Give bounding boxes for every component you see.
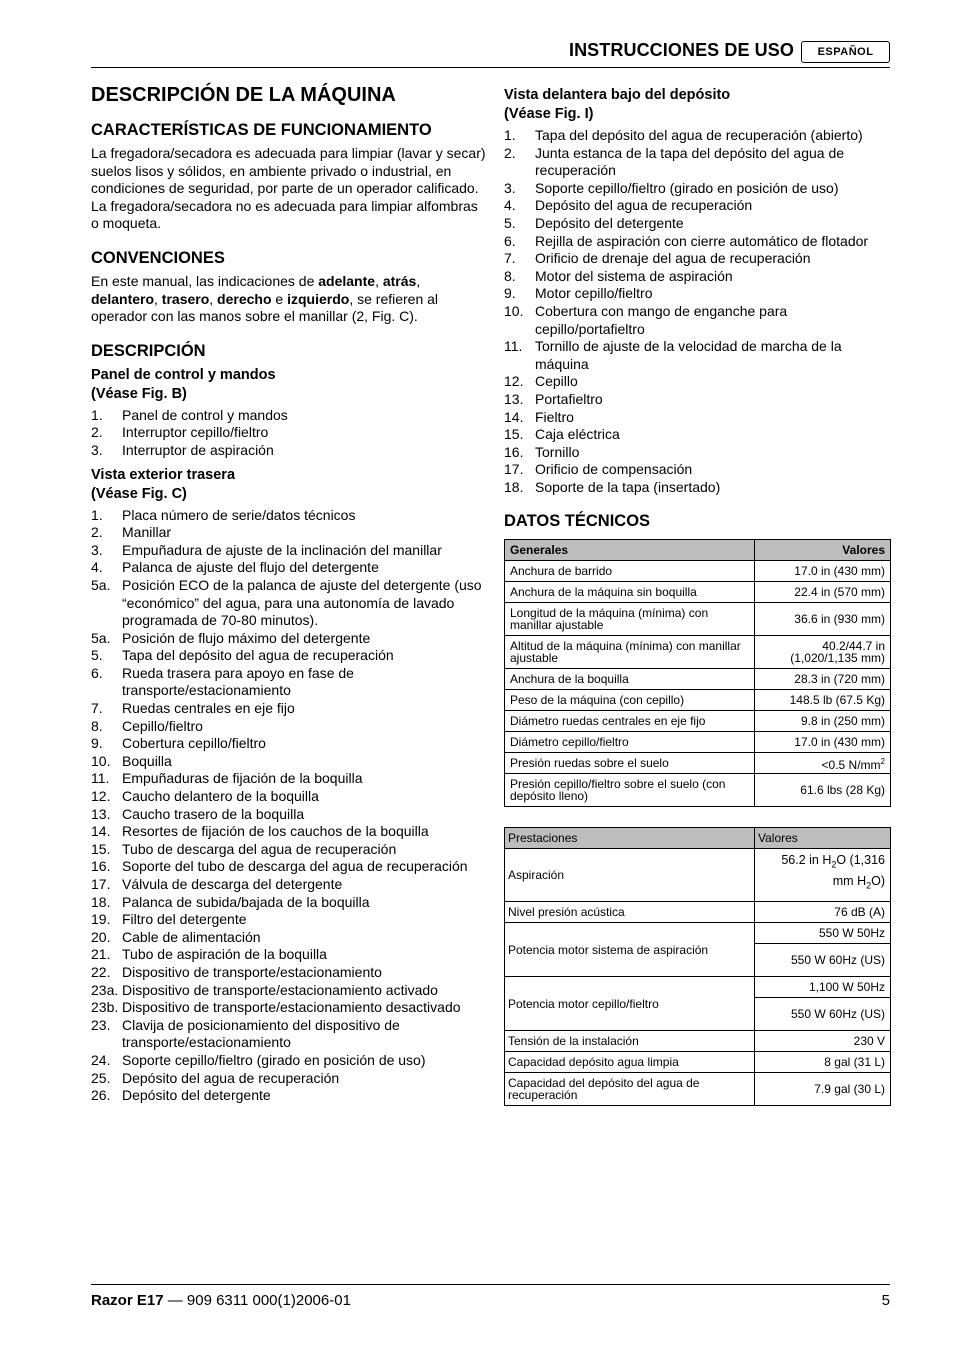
row-value: 7.9 gal (30 L) bbox=[755, 1073, 891, 1106]
table-row bbox=[505, 636, 891, 669]
generales-header: Generales bbox=[505, 540, 755, 561]
list-item bbox=[504, 409, 891, 427]
row-label: Anchura de la máquina sin boquilla bbox=[505, 582, 755, 603]
row-label: Diámetro cepillo/fieltro bbox=[505, 732, 755, 753]
list-item bbox=[91, 407, 486, 425]
row-label: Peso de la máquina (con cepillo) bbox=[505, 690, 755, 711]
row-label: Capacidad depósito agua limpia bbox=[505, 1052, 755, 1073]
item-number: 10. bbox=[504, 302, 524, 319]
list-item bbox=[91, 806, 486, 824]
table-row bbox=[505, 902, 891, 923]
datos-heading: DATOS TÉCNICOS bbox=[504, 512, 651, 531]
row-value: 61.6 lbs (28 Kg) bbox=[755, 774, 891, 807]
row-value: 36.6 in (930 mm) bbox=[755, 603, 891, 636]
list-item bbox=[91, 630, 486, 648]
item-number: 15. bbox=[504, 426, 524, 443]
section-descripcion bbox=[91, 342, 486, 1105]
item-number: 16. bbox=[91, 858, 111, 875]
item-text: Boquilla bbox=[122, 752, 172, 769]
item-text: Caja eléctrica bbox=[535, 426, 620, 443]
list-item bbox=[91, 1070, 486, 1088]
row-label: Aspiración bbox=[505, 849, 755, 902]
vista-trasera-block bbox=[91, 466, 486, 1105]
left-column bbox=[91, 84, 486, 1105]
list-item bbox=[504, 444, 891, 462]
row-label: Potencia motor cepillo/fieltro bbox=[505, 977, 755, 1031]
footer-doc-number: — 909 6311 000(1)2006-01 bbox=[163, 1292, 351, 1309]
caracteristicas-heading: CARACTERÍSTICAS DE FUNCIONAMIENTO bbox=[91, 121, 432, 139]
list-item bbox=[504, 426, 891, 444]
item-text: Depósito del detergente bbox=[535, 214, 684, 231]
row-value: 56.2 in $H_2O$ (1,316 mm $H_2O$) bbox=[755, 849, 891, 902]
item-number: 6. bbox=[91, 664, 103, 681]
table-row bbox=[505, 849, 891, 902]
item-number: 10. bbox=[91, 752, 111, 769]
item-number: 15. bbox=[91, 840, 111, 857]
item-number: 20. bbox=[91, 928, 111, 945]
row-value: 550 W 60Hz (US) bbox=[755, 944, 891, 977]
list-item bbox=[91, 841, 486, 859]
item-number: 11. bbox=[91, 770, 110, 787]
item-number: 14. bbox=[504, 408, 524, 425]
section-convenciones bbox=[91, 249, 486, 326]
item-number: 18. bbox=[504, 478, 524, 495]
row-label: Diámetro ruedas centrales en eje fijo bbox=[505, 711, 755, 732]
list-item bbox=[91, 770, 486, 788]
list-item bbox=[91, 946, 486, 964]
item-text: Orificio de drenaje del agua de recuperación bbox=[535, 250, 811, 267]
row-label: Altitud de la máquina (mínima) con manillar ajustable bbox=[505, 636, 755, 669]
vista-trasera-title: Vista exterior trasera (Véase Fig. C) bbox=[91, 466, 236, 502]
item-number: 3. bbox=[91, 441, 103, 458]
item-text: Manillar bbox=[122, 524, 172, 541]
row-label: Tensión de la instalación bbox=[505, 1031, 755, 1052]
item-number: 11. bbox=[504, 338, 523, 355]
vista-trasera-list bbox=[91, 507, 486, 1105]
row-label: Potencia motor sistema de aspiración bbox=[505, 923, 755, 977]
item-text: Rejilla de aspiración con cierre automático de flotador bbox=[535, 232, 869, 249]
caracteristicas-p1: La fregadora/secadora es adecuada para limpiar (lavar y secar) suelos lisos y sólidos, en ambiente privado o industrial, en condiciones de seguridad, por parte de un operador calificado. bbox=[91, 145, 486, 197]
row-value: 8 gal (31 L) bbox=[755, 1052, 891, 1073]
page-number: 5 bbox=[881, 1292, 890, 1309]
row-value: 22.4 in (570 mm) bbox=[755, 582, 891, 603]
page-footer bbox=[91, 1284, 890, 1309]
list-item bbox=[504, 145, 891, 180]
item-number: 7. bbox=[504, 250, 516, 267]
table-row bbox=[505, 582, 891, 603]
item-number: 2. bbox=[504, 144, 516, 161]
table-row bbox=[505, 923, 891, 944]
item-number: 17. bbox=[91, 876, 111, 892]
prestaciones-table bbox=[504, 827, 891, 1106]
row-value: 9.8 in (250 mm) bbox=[755, 711, 891, 732]
panel-control-block bbox=[91, 366, 486, 460]
item-text: Interruptor de aspiración bbox=[122, 441, 274, 458]
row-label: Presión cepillo/fieltro sobre el suelo (con depósito lleno) bbox=[505, 774, 755, 807]
row-label: Anchura de barrido bbox=[505, 561, 755, 582]
item-text: Depósito del agua de recuperación bbox=[122, 1069, 340, 1086]
list-item bbox=[91, 718, 486, 736]
panel-control-list bbox=[91, 407, 486, 460]
list-item bbox=[91, 542, 486, 560]
table-row bbox=[505, 774, 891, 807]
list-item bbox=[91, 424, 486, 442]
list-item bbox=[504, 285, 891, 303]
item-text: Caucho trasero de la boquilla bbox=[122, 805, 305, 822]
item-text: Cepillo/fieltro bbox=[122, 717, 203, 734]
item-number: 3. bbox=[504, 179, 516, 196]
item-number: 6. bbox=[504, 232, 516, 249]
list-item bbox=[91, 982, 486, 1000]
item-text: Dispositivo de transporte/estacionamiento activado bbox=[122, 981, 438, 998]
item-text: Fieltro bbox=[535, 408, 574, 425]
list-item bbox=[91, 788, 486, 806]
item-number: 9. bbox=[91, 735, 103, 752]
row-value: 28.3 in (720 mm) bbox=[755, 669, 891, 690]
row-value: 230 V bbox=[755, 1031, 891, 1052]
table-row bbox=[505, 1052, 891, 1073]
table-row bbox=[505, 603, 891, 636]
item-number: 12. bbox=[504, 373, 524, 390]
list-item bbox=[504, 197, 891, 215]
item-text: Tornillo bbox=[535, 443, 580, 460]
table-row bbox=[505, 1073, 891, 1106]
item-number: 7. bbox=[91, 700, 103, 717]
item-number: 1. bbox=[91, 406, 103, 423]
list-item bbox=[504, 127, 891, 145]
item-number: 26. bbox=[91, 1087, 111, 1104]
item-number: 2. bbox=[91, 524, 103, 541]
item-text: Interruptor cepillo/fieltro bbox=[122, 424, 269, 441]
row-value: 17.0 in (430 mm) bbox=[755, 561, 891, 582]
item-number: 22. bbox=[91, 963, 111, 980]
row-label: Capacidad del depósito del agua de recuperación bbox=[505, 1073, 755, 1106]
row-value: 148.5 lb (67.5 Kg) bbox=[755, 690, 891, 711]
item-number: 25. bbox=[91, 1069, 111, 1086]
item-text: Posición de flujo máximo del detergente bbox=[122, 629, 371, 646]
list-item bbox=[91, 911, 486, 929]
table-row bbox=[505, 690, 891, 711]
list-item bbox=[91, 1052, 486, 1070]
table-row bbox=[505, 669, 891, 690]
item-number: 13. bbox=[91, 805, 111, 822]
row-label: Anchura de la boquilla bbox=[505, 669, 755, 690]
list-item bbox=[91, 559, 486, 577]
row-label: Nivel presión acústica bbox=[505, 902, 755, 923]
list-item bbox=[504, 391, 891, 409]
item-number: 5a. bbox=[91, 576, 111, 593]
list-item bbox=[504, 373, 891, 391]
list-item bbox=[504, 233, 891, 251]
item-number: 3. bbox=[91, 541, 103, 558]
list-item bbox=[91, 1087, 486, 1105]
item-text: Motor del sistema de aspiración bbox=[535, 267, 733, 284]
table-row bbox=[505, 711, 891, 732]
item-number: 9. bbox=[504, 285, 516, 302]
item-text: Tubo de aspiración de la boquilla bbox=[122, 946, 327, 963]
list-item bbox=[91, 999, 486, 1017]
list-item bbox=[504, 479, 891, 497]
list-item bbox=[91, 665, 486, 700]
item-text: Cobertura cepillo/fieltro bbox=[122, 735, 266, 752]
item-text: Empuñadura de ajuste de la inclinación del manillar bbox=[122, 541, 442, 558]
list-item bbox=[91, 735, 486, 753]
item-text: Cable de alimentación bbox=[122, 928, 261, 945]
vista-delantera-list bbox=[504, 127, 891, 496]
item-text: Tapa del depósito del agua de recuperación bbox=[122, 647, 394, 664]
item-text: Tubo de descarga del agua de recuperación bbox=[122, 840, 397, 857]
list-item bbox=[504, 250, 891, 268]
list-item bbox=[504, 180, 891, 198]
list-item bbox=[504, 461, 891, 479]
item-text: Depósito del detergente bbox=[122, 1087, 271, 1104]
prestaciones-valores-header: Valores bbox=[755, 828, 891, 849]
item-text: Portafieltro bbox=[535, 390, 603, 407]
item-number: 8. bbox=[91, 717, 103, 734]
item-text: Placa número de serie/datos técnicos bbox=[122, 506, 356, 523]
page-header bbox=[91, 40, 890, 68]
item-number: 19. bbox=[91, 911, 111, 928]
item-text: Dispositivo de transporte/estacionamiento desactivado bbox=[122, 999, 461, 1016]
item-text: Cobertura con mango de enganche para cepillo/portafieltro bbox=[535, 302, 788, 337]
list-item bbox=[91, 858, 486, 876]
item-number: 13. bbox=[504, 390, 524, 407]
valores-header: Valores bbox=[755, 540, 891, 561]
item-text: Caucho delantero de la boquilla bbox=[122, 788, 319, 805]
vista-delantera-title: Vista delantera bajo del depósito (Véase Fig. I) bbox=[504, 87, 731, 122]
item-number: 23. bbox=[91, 1016, 111, 1033]
item-number: 23b. bbox=[91, 999, 119, 1016]
item-text: Soporte cepillo/fieltro (girado en posición de uso) bbox=[122, 1051, 426, 1068]
item-number: 4. bbox=[91, 559, 103, 576]
item-text: Tornillo de ajuste de la velocidad de marcha de la máquina bbox=[535, 338, 842, 372]
item-text: Ruedas centrales en eje fijo bbox=[122, 700, 295, 717]
language-badge: ESPAÑOL bbox=[801, 41, 890, 63]
item-text: Soporte de la tapa (insertado) bbox=[535, 478, 721, 495]
item-text: Válvula de descarga del detergente bbox=[122, 876, 343, 892]
table-row bbox=[505, 753, 891, 774]
footer-model: Razor E17 bbox=[91, 1292, 164, 1309]
item-text: Resortes de fijación de los cauchos de la boquilla bbox=[122, 823, 429, 840]
list-item bbox=[504, 215, 891, 233]
convenciones-text: En este manual, las indicaciones de adelante, atrás, delantero, trasero, derecho e izquierdo, se refieren al operador con las manos sobre el manillar (2, Fig. C). bbox=[91, 272, 439, 325]
generales-table bbox=[504, 539, 891, 807]
item-number: 14. bbox=[91, 823, 111, 840]
item-text: Soporte del tubo de descarga del agua de recuperación bbox=[122, 858, 468, 875]
item-text: Dispositivo de transporte/estacionamiento bbox=[122, 963, 382, 980]
convenciones-heading: CONVENCIONES bbox=[91, 248, 225, 267]
item-text: Rueda trasera para apoyo en fase de transporte/estacionamiento bbox=[122, 664, 354, 699]
row-value: 40.2/44.7 in (1,020/1,135 mm) bbox=[755, 636, 891, 669]
panel-control-title: Panel de control y mandos (Véase Fig. B) bbox=[91, 366, 276, 402]
list-item bbox=[91, 442, 486, 460]
row-value: 76 dB (A) bbox=[755, 902, 891, 923]
list-item bbox=[91, 647, 486, 665]
row-label: Presión ruedas sobre el suelo bbox=[505, 753, 755, 774]
list-item bbox=[91, 894, 486, 912]
row-value: <0.5 $N/mm^2$ bbox=[755, 753, 891, 774]
item-number: 12. bbox=[91, 788, 111, 805]
item-number: 4. bbox=[504, 197, 516, 214]
descripcion-heading: DESCRIPCIÓN bbox=[91, 341, 206, 360]
item-text: Orificio de compensación bbox=[535, 461, 693, 478]
table-row bbox=[505, 977, 891, 998]
list-item bbox=[504, 303, 891, 338]
row-value: 550 W 50Hz bbox=[755, 923, 891, 944]
caracteristicas-p2: La fregadora/secadora no es adecuada para limpiar alfombras o moqueta. bbox=[91, 197, 478, 232]
item-text: Palanca de ajuste del flujo del detergente bbox=[122, 559, 379, 576]
header-title: INSTRUCCIONES DE USO bbox=[568, 40, 794, 60]
list-item bbox=[91, 1017, 486, 1052]
item-text: Soporte cepillo/fieltro (girado en posición de uso) bbox=[535, 179, 839, 196]
list-item bbox=[91, 577, 486, 630]
item-number: 5a. bbox=[91, 629, 111, 646]
item-text: Palanca de subida/bajada de la boquilla bbox=[122, 893, 370, 910]
item-text: Clavija de posicionamiento del dispositivo de transporte/estacionamiento bbox=[122, 1016, 400, 1051]
row-label: Longitud de la máquina (mínima) con manillar ajustable bbox=[505, 603, 755, 636]
row-value: 1,100 W 50Hz bbox=[755, 977, 891, 998]
item-number: 16. bbox=[504, 443, 524, 460]
list-item bbox=[91, 753, 486, 771]
list-item bbox=[91, 964, 486, 982]
list-item bbox=[91, 700, 486, 718]
item-text: Panel de control y mandos bbox=[122, 406, 288, 423]
item-text: Junta estanca de la tapa del depósito del agua de recuperación bbox=[535, 144, 845, 179]
item-text: Depósito del agua de recuperación bbox=[535, 197, 753, 214]
prestaciones-header: Prestaciones bbox=[505, 828, 755, 849]
item-text: Cepillo bbox=[535, 373, 578, 390]
item-text: Posición ECO de la palanca de ajuste del detergente (uso “económico” del agua, para una autonomía de lavado programada de 70-80 minutos). bbox=[122, 576, 482, 629]
table-row bbox=[505, 732, 891, 753]
item-text: Empuñaduras de fijación de la boquilla bbox=[122, 770, 363, 787]
list-item bbox=[91, 507, 486, 525]
item-number: 24. bbox=[91, 1051, 111, 1068]
list-item bbox=[504, 268, 891, 286]
item-number: 18. bbox=[91, 893, 111, 910]
vista-delantera-block bbox=[504, 86, 891, 496]
item-text: Motor cepillo/fieltro bbox=[535, 285, 653, 302]
item-number: 2. bbox=[91, 424, 103, 441]
item-number: 8. bbox=[504, 267, 516, 284]
item-number: 17. bbox=[504, 461, 524, 478]
row-value: 17.0 in (430 mm) bbox=[755, 732, 891, 753]
item-text: Filtro del detergente bbox=[122, 911, 247, 928]
list-item bbox=[504, 338, 891, 373]
item-text: Tapa del depósito del agua de recuperación (abierto) bbox=[535, 127, 863, 143]
list-item bbox=[91, 524, 486, 542]
table-row bbox=[505, 561, 891, 582]
item-number: 23a. bbox=[91, 981, 119, 998]
main-title: DESCRIPCIÓN DE LA MÁQUINA bbox=[91, 84, 396, 106]
item-number: 1. bbox=[504, 127, 516, 143]
list-item bbox=[91, 876, 486, 894]
list-item bbox=[91, 929, 486, 947]
right-column bbox=[504, 86, 891, 1106]
section-caracteristicas bbox=[91, 121, 486, 233]
item-number: 1. bbox=[91, 506, 103, 523]
item-number: 5. bbox=[504, 214, 516, 231]
row-value: 550 W 60Hz (US) bbox=[755, 998, 891, 1031]
item-number: 5. bbox=[91, 647, 103, 664]
table-row bbox=[505, 1031, 891, 1052]
item-number: 21. bbox=[91, 946, 111, 963]
list-item bbox=[91, 823, 486, 841]
